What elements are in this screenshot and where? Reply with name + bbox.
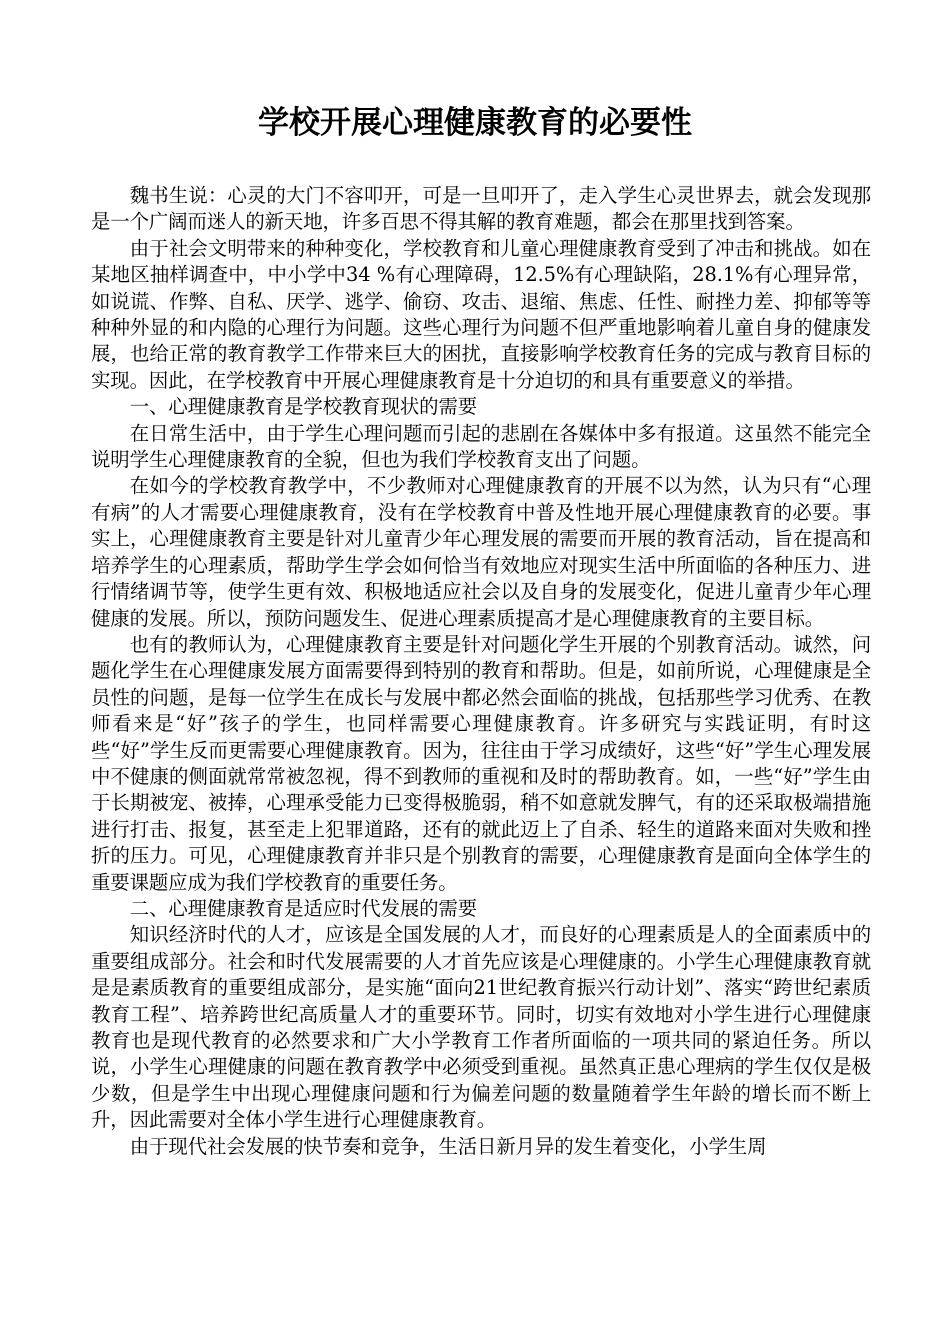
paragraph-media-reports: 在日常生活中，由于学生心理问题而引起的悲剧在各媒体中多有报道。这虽然不能完全说明学生心理健康教育的全貌，但也为我们学校教育支出了问题。 bbox=[91, 421, 871, 472]
document-body bbox=[91, 183, 871, 1160]
paragraph-knowledge-economy: 知识经济时代的人才，应该是全国发展的人才，而良好的心理素质是人的全面素质中的重要组成部分。社会和时代发展需要的人才首先应该是心理健康的。小学生心理健康教育就是是素质教育的重要组成部分，是实施“面向21世纪教育振兴行动计划”、落实“跨世纪素质教育工程”、培养跨世纪高质量人才的重要环节。同时，切实有效地对小学生进行心理健康教育也是现代教育的必然要求和广大小学教育工作者所面临的一项共同的紧迫任务。所以说，小学生心理健康的问题在教育教学中必须受到重视。虽然真正患心理病的学生仅仅是极少数，但是学生中出现心理健康问题和行为偏差问题的数量随着学生年龄的增长而不断上升，因此需要对全体小学生进行心理健康教育。 bbox=[91, 923, 871, 1132]
paragraph-teacher-views: 在如今的学校教育教学中，不少教师对心理健康教育的开展不以为然，认为只有“心理有病”的人才需要心理健康教育，没有在学校教育中普及性地开展心理健康教育的必要。事实上，心理健康教育主要是针对儿童青少年心理发展的需要而开展的教育活动，旨在提高和培养学生的心理素质，帮助学生学会如何恰当有效地应对现实生活中所面临的各种压力、进行情绪调节等，使学生更有效、积极地适应社会以及自身的发展变化，促进儿童青少年心理健康的发展。所以，预防问题发生、促进心理素质提高才是心理健康教育的主要目标。 bbox=[91, 474, 871, 630]
document-title: 学校开展心理健康教育的必要性 bbox=[258, 105, 692, 141]
paragraph-good-students: 也有的教师认为，心理健康教育主要是针对问题化学生开展的个别教育活动。诚然，问题化学生在心理健康发展方面需要得到特别的教育和帮助。但是，如前所说，心理健康是全员性的问题，是每一位学生在成长与发展中都必然会面临的挑战，包括那些学习优秀、在教师看来是“好”孩子的学生，也同样需要心理健康教育。许多研究与实践证明，有时这些“好”学生反而更需要心理健康教育。因为，往往由于学习成绩好，这些“好”学生心理发展中不健康的侧面就常常被忽视，得不到教师的重视和及时的帮助教育。如，一些“好”学生由于长期被宠、被捧，心理承受能力已变得极脆弱，稍不如意就发脾气，有的还采取极端措施进行打击、报复，甚至走上犯罪道路，还有的就此迈上了自杀、轻生的道路来面对失败和挫折的压力。可见，心理健康教育并非只是个别教育的需要，心理健康教育是面向全体学生的重要课题应成为我们学校教育的重要任务。 bbox=[91, 632, 871, 894]
paragraph-survey: 由于社会文明带来的种种变化，学校教育和儿童心理健康教育受到了冲击和挑战。如在某地区抽样调查中，中小学中34 %有心理障碍，12.5%有心理缺陷，28.1%有心理异常，如说谎、作弊、自私、厌学、逃学、偷窃、攻击、退缩、焦虑、任性、耐挫力差、抑郁等等种种外显的和内隐的心理行为问题。这些心理行为问题不但严重地影响着儿童自身的健康发展，也给正常的教育教学工作带来巨大的困扰，直接影响学校教育任务的完成与教育目标的实现。因此，在学校教育中开展心理健康教育是十分迫切的和具有重要意义的举措。 bbox=[91, 236, 871, 392]
section-heading-2: 二、心理健康教育是适应时代发展的需要 bbox=[129, 896, 478, 920]
paragraph-intro-quote: 魏书生说：心灵的大门不容叩开，可是一旦叩开了，走入学生心灵世界去，就会发现那是一个广阔而迷人的新天地，许多百思不得其解的教育难题，都会在那里找到答案。 bbox=[91, 184, 871, 234]
section-heading-1: 一、心理健康教育是学校教育现状的需要 bbox=[129, 395, 478, 419]
paragraph-modern-society: 由于现代社会发展的快节奏和竞争，生活日新月异的发生着变化，小学生周 bbox=[129, 1134, 767, 1158]
